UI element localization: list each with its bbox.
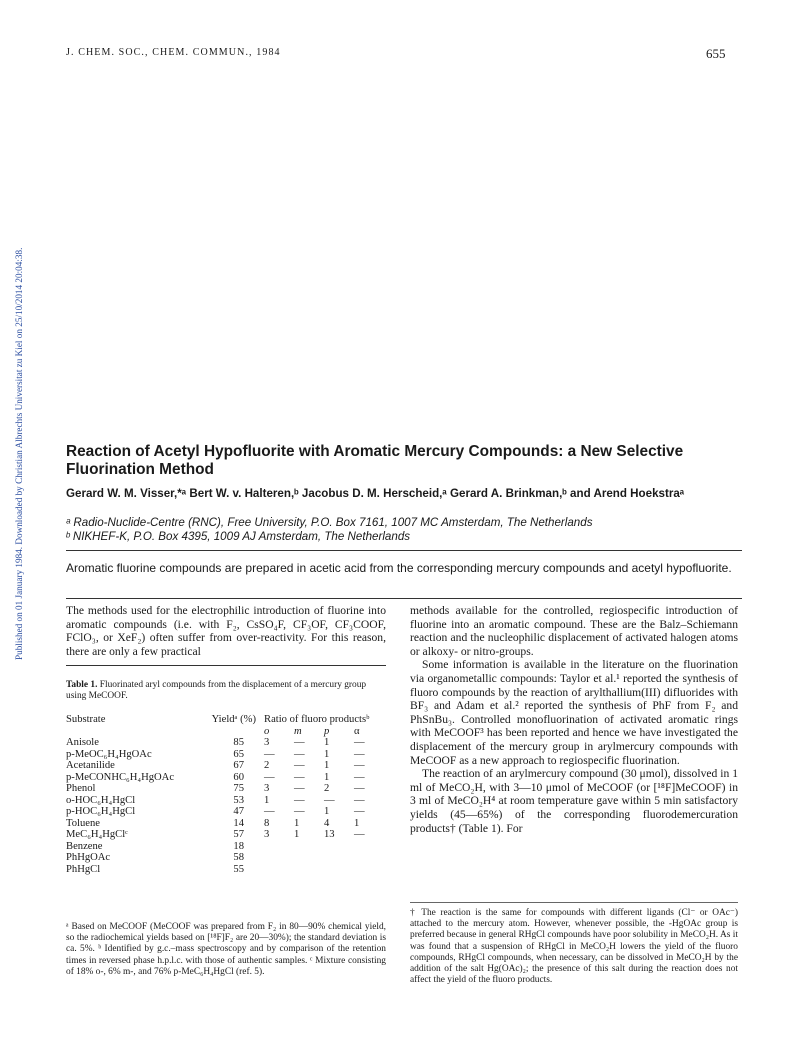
cell-para: 1 [324,771,330,783]
cell-alpha: 1 [354,817,360,829]
table-caption-label: Table 1. [66,680,98,690]
table-row [66,749,386,761]
cell-ortho: 3 [264,829,270,840]
cell-yield: 47 [233,806,244,817]
cell-meta: — [294,737,305,748]
cell-ortho: 1 [264,794,270,806]
affiliation-b: ᵇ NIKHEF-K, P.O. Box 4395, 1009 AJ Amsterdam, The Netherlands [66,530,411,543]
data-table [66,714,386,875]
table-caption [66,680,386,702]
right-paragraph-2: Some information is available in the literature on the fluorination via organometallic compounds: Taylor et al.¹ reported the synthesis of fluoro compounds by the reaction of arylthallium(III) difluorides with BF₃ and Adam et al.² reported the synthesis of PhF from F₂ and PhSnBu₃. Controlled monofluorination of activated aromatic rings with MeCOOF³ has been reported and hence we have investigated the displacement of the mercury group in arylmercury compounds with MeCOOF as a new approach to regiospecific fluorination. [410,658,738,767]
cell-alpha [354,852,386,864]
cell-meta: — [294,760,305,771]
cell-yield: 58 [233,852,244,863]
cell-yield: 65 [233,748,244,760]
cell-meta: — [294,806,305,817]
table-row [66,760,386,772]
cell-substrate: p-HOC₆H₄HgCl [66,806,136,817]
footnote-rule [410,902,738,903]
abstract: Aromatic fluorine compounds are prepared in acetic acid from the corresponding mercury compounds and acetyl hypofluorite. [66,561,732,575]
cell-yield: 14 [233,817,244,829]
cell-para [324,852,354,864]
cell-alpha: — [354,829,365,840]
table-row [66,864,386,876]
cell-meta [294,841,324,853]
page-number: 655 [706,46,726,61]
cell-ortho: 2 [264,760,270,771]
cell-substrate: p-MeOC₆H₄HgOAc [66,748,152,760]
cell-para: 1 [324,748,330,760]
cell-para [324,864,354,876]
right-paragraph-1: methods available for the controlled, regiospecific introduction of fluorine into an aromatic compound. These are the Balz–Schiemann reaction and the nucleophilic displacement of activated halogen atoms or alkoxy- or nitro-groups. [410,604,738,658]
cell-alpha: — [354,783,365,794]
cell-substrate: PhHgCl [66,863,101,875]
cell-para: 1 [324,806,330,817]
cell-para: 1 [324,737,330,748]
cell-alpha: — [354,794,365,806]
intro-paragraph: The methods used for the electrophilic introduction of fluorine into aromatic compounds (i.e. with F₂, CsSO₄F, CF₃OF, CF₃COOF, FClO₃, or XeF₂) often suffer from over-reactivity. For this reason, there are only a few practical [66,604,386,658]
cell-substrate: Anisole [66,737,99,748]
cell-ortho: — [264,806,275,817]
table-row [66,795,386,807]
table-top-rule [66,665,386,666]
cell-yield: 53 [233,794,244,806]
cell-para [324,841,354,853]
cell-substrate: Phenol [66,783,96,794]
sub-p: p [324,725,330,737]
cell-meta: — [294,783,305,794]
col-substrate: Substrate [66,714,106,725]
cell-meta [294,864,324,876]
cell-substrate: Acetanilide [66,760,115,771]
cell-para: — [324,794,335,806]
cell-ortho: — [264,748,275,760]
dagger-footnote: † The reaction is the same for compounds with different ligands (Cl⁻ or OAc⁻) attached to the mercury atom. However, whenever possible, the -HgOAc group is preferred because in general RHgCl compounds have poor solubility in MeCO₂H. As it was found that a suspension of RHgCl in MeCO₂H lowers the yield of the fluoro compounds, RHgCl compounds, when necessary, can be dissolved in MeCO₂H by the addition of the salt Hg(OAc)₂; the presence of this salt during the reaction does not affect the yield of the fluoro products. [410,908,738,986]
cell-meta: 1 [294,817,300,829]
table-header-row [66,714,386,726]
cell-substrate: o-HOC₆H₄HgCl [66,794,136,806]
table-row [66,829,386,841]
journal-header: J. CHEM. SOC., CHEM. COMMUN., 1984 [66,47,281,58]
table-row [66,852,386,864]
cell-yield: 18 [233,840,244,852]
cell-ortho: 3 [264,737,270,748]
cell-meta: — [294,771,305,783]
cell-alpha [354,841,386,853]
cell-meta: 1 [294,829,300,840]
table-row [66,737,386,749]
table-caption-text: Fluorinated aryl compounds from the displacement of a mercury group using MeCOOF. [66,680,367,701]
left-column-intro [66,604,386,658]
cell-para: 4 [324,817,330,829]
col-ratio: Ratio of fluoro productsᵇ [264,714,370,725]
cell-ortho [264,841,294,853]
table-subheader-row [66,726,386,738]
col-yield: Yieldᵃ (%) [211,714,256,725]
cell-alpha [354,864,386,876]
cell-substrate: MeC₆H₄HgClᶜ [66,829,128,840]
cell-para: 1 [324,760,330,771]
cell-yield: 55 [233,863,244,875]
table-row [66,818,386,830]
abstract-top-rule [66,550,742,551]
cell-ortho: — [264,771,275,783]
publication-sidebar-note [2,160,24,660]
cell-substrate: Toluene [66,817,100,829]
sidebar-note-text: Published on 01 January 1984. Downloaded by Christian Albrechts Universitat zu Kiel on 25/10/2014 20:04:38. [14,247,24,660]
table-row [66,783,386,795]
cell-substrate: p-MeCONHC₆H₄HgOAc [66,771,175,783]
cell-para: 13 [324,829,335,840]
cell-alpha: — [354,760,365,771]
cell-ortho [264,864,294,876]
abstract-bottom-rule [66,598,742,599]
cell-yield: 75 [233,783,244,794]
cell-ortho: 3 [264,783,270,794]
cell-ortho: 8 [264,817,270,829]
cell-meta: — [294,794,305,806]
cell-alpha: — [354,771,365,783]
cell-alpha: — [354,748,365,760]
right-column [410,604,738,835]
table-footnote: ᵃ Based on MeCOOF (MeCOOF was prepared from F₂ in 80—90% chemical yield, so the radiochemical yields based on [¹⁸F]F₂ are 20—30%); the standard deviation is ca. 5%. ᵇ Identified by g.c.–mass spectroscopy and by comparison of the retention times in reversed phase h.p.l.c. with those of authentic samples. ᶜ Mixture consisting of 18% o-, 6% m-, and 76% p-MeC₆H₄HgCl (ref. 5). [66,922,386,977]
cell-alpha: — [354,806,365,817]
right-paragraph-3: The reaction of an arylmercury compound (30 μmol), dissolved in 1 ml of MeCO₂H, with 3—10 μmol of MeCOOF (or [¹⁸F]MeCOOF) in 3 ml of MeCO₂H⁴ at room temperature gave within 5 min satisfactory yields (45—65%) of the corresponding fluorodemercuration products† (Table 1). For [410,767,738,835]
cell-meta [294,852,324,864]
cell-yield: 85 [233,737,244,748]
affiliation-a: ᵃ Radio-Nuclide-Centre (RNC), Free University, P.O. Box 7161, 1007 MC Amsterdam, The Netherlands [66,516,593,529]
author-list: Gerard W. M. Visser,*ᵃ Bert W. v. Halteren,ᵇ Jacobus D. M. Herscheid,ᵃ Gerard A. Brinkman,ᵇ and Arend Hoekstraᵃ [66,487,685,500]
sub-o: o [264,725,270,737]
table-row [66,841,386,853]
sub-m: m [294,725,302,737]
cell-yield: 57 [233,829,244,840]
table-row [66,772,386,784]
table-1 [66,714,386,875]
cell-meta: — [294,748,305,760]
cell-substrate: Benzene [66,840,103,852]
cell-ortho [264,852,294,864]
cell-yield: 60 [233,771,244,783]
cell-para: 2 [324,783,330,794]
table-row [66,806,386,818]
cell-substrate: PhHgOAc [66,852,111,863]
cell-yield: 67 [233,760,244,771]
cell-alpha: — [354,737,365,748]
sub-alpha: α [354,725,360,737]
article-title: Reaction of Acetyl Hypofluorite with Aromatic Mercury Compounds: a New Selective Fluorination Method [66,443,684,478]
